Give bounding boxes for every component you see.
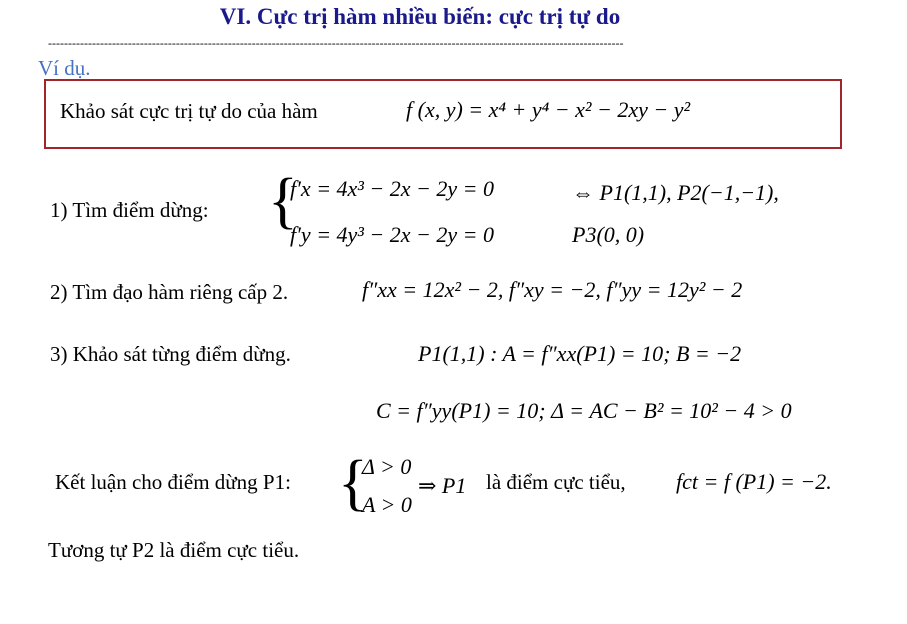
conclusion-brace: { <box>338 449 368 517</box>
step2-formula: f″xx = 12x² − 2, f″xy = −2, f″yy = 12y² − 2 <box>362 277 743 302</box>
conclusion-implies: ⇒ P1 <box>418 473 467 498</box>
step1-result1: ⇔ P1(1,1), P2(−1,−1), <box>572 180 779 205</box>
step2-label: 2) Tìm đạo hàm riêng cấp 2. <box>50 280 289 304</box>
step1-eq1: f′x = 4x³ − 2x − 2y = 0 <box>290 176 494 201</box>
page-title: VI. Cực trị hàm nhiều biến: cực trị tự do <box>219 4 621 29</box>
step3-line2: C = f″yy(P1) = 10; Δ = AC − B² = 10² − 4 > 0 <box>376 398 792 423</box>
example-label: Ví dụ. <box>38 56 91 80</box>
problem-formula: f (x, y) = x⁴ + y⁴ − x² − 2xy − y² <box>406 97 691 122</box>
conclusion-text: là điểm cực tiểu, <box>486 470 626 494</box>
conclusion-cond2: A > 0 <box>362 492 412 517</box>
similar-note: Tương tự P2 là điểm cực tiểu. <box>48 538 300 562</box>
system-brace: { <box>268 167 298 235</box>
conclusion-cond1: Δ > 0 <box>362 454 412 479</box>
step1-label: 1) Tìm điểm dừng: <box>50 198 209 222</box>
step1-result2: P3(0, 0) <box>572 222 645 247</box>
divider-line: ------------------------------------------------------------------------------------------------------------------------------------------------ <box>48 36 624 50</box>
step3-line1: P1(1,1) : A = f″xx(P1) = 10; B = −2 <box>418 341 742 366</box>
step1-eq2: f′y = 4y³ − 2x − 2y = 0 <box>290 222 494 247</box>
problem-text: Khảo sát cực trị tự do của hàm <box>60 99 318 123</box>
conclusion-label: Kết luận cho điểm dừng P1: <box>55 470 291 494</box>
step3-label: 3) Khảo sát từng điểm dừng. <box>50 342 291 366</box>
conclusion-value: fct = f (P1) = −2. <box>676 469 832 494</box>
